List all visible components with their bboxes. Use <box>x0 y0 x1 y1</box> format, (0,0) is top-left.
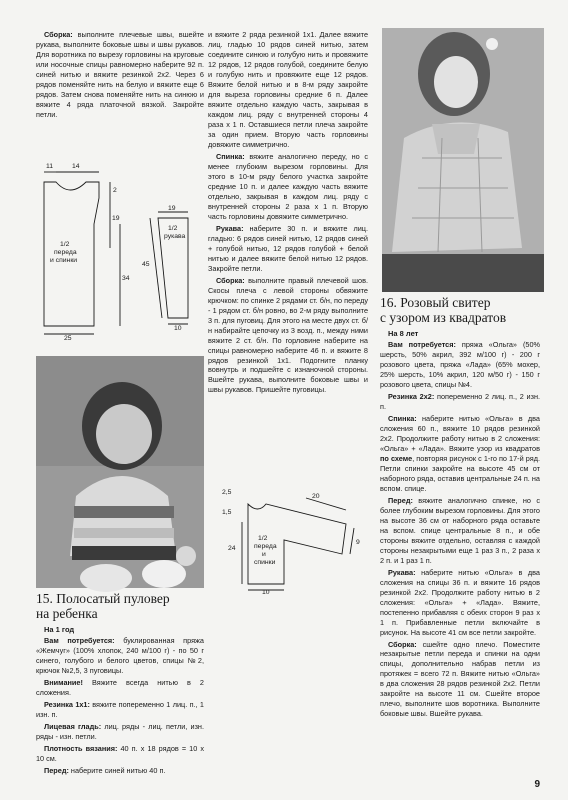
diagram1-label-front: переда <box>54 249 77 256</box>
diagram1-label-14: 14 <box>72 163 80 170</box>
front-continued: и вяжите 2 ряда резинкой 1х1. Далее вяжите лиц. гладью 10 рядов синей нитью, затем соедините синюю и голубую нить и провяжите 12 рядов, 12 рядов голубой, соедините белую и голубую нить и провяжите еще 12 рядов. Вяжите белой нитью и в 8-м ряду закройте для выреза горловины средние 6 п. Далее вяжите отдельно каждую часть, закрывая в каждом лиц. ряду с внутренней стороны 4 раза х 1 п. Оставшиеся петли плеча закройте за один прием. Вторую часть горловины довяжите симметрично. <box>208 30 368 149</box>
article15-materials: Вам потребуется: буклированная пряжа «Жемчуг» (100% хлопок, 240 м/100 г) - по 50 г синего, голубого и белого цветов, спицы №2, крючок №2,5, 3 пуговицы. <box>36 635 204 675</box>
article16-age: На 8 лет <box>388 328 419 338</box>
diagram1-label-34: 34 <box>122 275 130 282</box>
diagram3-label-front: переда <box>254 543 277 550</box>
diagram2-label-sleeve: рукава <box>164 233 186 240</box>
diagram2-label-half: 1/2 <box>168 225 178 232</box>
diagram2-label-45: 45 <box>142 261 150 268</box>
scheme-reference: по схеме <box>380 453 413 463</box>
diagram1-label-19: 19 <box>112 215 120 222</box>
article16-title: 16. Розовый свитер с узором из квадратов <box>380 295 507 325</box>
article15-title: 15. Полосатый пуловер на ребенка <box>36 591 170 621</box>
column-left <box>36 30 204 122</box>
article15-density: Плотность вязания: 40 п. х 18 рядов = 10 х 10 см. <box>36 743 204 763</box>
article16-back: Спинка: наберите нитью «Ольга» в два сложения 60 п., вяжите 10 рядов резинкой 2х2. Продолжите работу нитью в 2 сложения: «Ольга» + «Лада». Вяжите узор из квадратов по схеме, повторяя рисунок с 1-го по 17-й ряд. Петли спинки закройте на высоте 45 см от наборного ряда, оставив центральные 24 п. на вспом. спице. <box>380 413 540 493</box>
page-number: 9 <box>534 779 540 790</box>
diagram3-label-10: 10 <box>262 589 270 596</box>
article16-sleeves: Рукава: наберите нитью «Ольга» в два сложения на спицы 36 п. и вяжите 16 рядов резинкой 2х2. Продолжите работу нитью в 2 сложения: «Ольга» + «Лада». Вяжите, постепенно прибавляя с обеих сторон 9 раз х 1 п. Прибавленные петли включайте в рисунок. На высоте 41 см все петли закройте. <box>380 567 540 637</box>
diagram1-label-11: 11 <box>46 163 54 170</box>
diagram3-label-back: спинки <box>254 559 276 566</box>
diagram1-label-and-back: и спинки <box>50 257 78 264</box>
front-back-pattern-diagram <box>36 163 136 342</box>
article16-assembly: Сборка: сшейте одно плечо. Поместите незакрытые петли переда и спинки на одни спицы, дополнительно набрав петли из протяжек = всего 72 п. Вяжите нитью «Ольга» в два сложения 28 рядов резинкой 2х2. Петли закройте на высоте 11 см. Сшейте второе плечо, выполните шов воротника. Выполните боковые швы. Вшейте рукава. <box>380 639 540 719</box>
diagram1-label-25: 25 <box>64 335 72 342</box>
diagram2-label-10: 10 <box>174 325 182 332</box>
article15-stockinette: Лицевая гладь: лиц. ряды - лиц. петли, изн. ряды - изн. петли. <box>36 721 204 741</box>
diagram2-label-19: 19 <box>168 205 176 212</box>
article15-age: На 1 год <box>44 624 75 634</box>
diagram1-label-2: 2 <box>113 187 117 194</box>
column-middle <box>208 30 368 397</box>
diagram3-label-and: и <box>262 551 266 558</box>
article15-rib: Резинка 1х1: вяжите попеременно 1 лиц. п., 1 изн. п. <box>36 699 204 719</box>
back-paragraph: Спинка: вяжите аналогично переду, но с менее глубоким вырезом горловины. Для этого в 10-м ряду белого участка закройте средние 10 п. и далее каждую часть вяжите отдельно, закрывая в каждом лиц. ряду с внутренней стороны 2 раза х 1 п. Вторую часть горловины довяжите симметрично. <box>208 151 368 221</box>
diagram3-label-half: 1/2 <box>258 535 268 542</box>
diagram3-label-9: 9 <box>356 539 360 546</box>
diagram3-label-1-5: 1,5 <box>222 509 232 516</box>
assembly-paragraph-2: Сборка: выполните правый плечевой шов. Скосы плеча с левой стороны обвяжите крючком: по спинке 2 рядами ст. б/н, по переду - 1 рядом ст. б/н ровно, во 2-м ряду выполните 3 п. для пуговиц. Для этого на месте двух ст. б/н набирайте цепочку из 3 возд. п., между ними вяжите 2 ст. б/н. По горловине наберите на спицы равномерно наберите 46 п. и вяжите 8 рядов резинкой 1х1. Подогните планку вовнутрь и подшейте с изнаночной стороны. Вшейте рукава, выполните боковые швы и швы рукавов. Пришейте пуговицы. <box>208 275 368 395</box>
sleeve-pattern-diagram <box>140 206 206 330</box>
girl-photo <box>382 28 544 292</box>
article-15 <box>36 592 204 778</box>
diagram3-label-20: 20 <box>312 493 320 500</box>
baby-photo <box>36 356 204 588</box>
article-16 <box>380 296 540 721</box>
body-sleeve-pattern-diagram <box>214 484 364 594</box>
article15-attention: Внимание! Вяжите всегда нитью в 2 сложения. <box>36 677 204 697</box>
diagram1-label-half: 1/2 <box>60 241 70 248</box>
diagram3-label-2-5: 2,5 <box>222 489 232 496</box>
article15-front: Перед: наберите синей нитью 40 п. <box>44 765 166 775</box>
assembly-paragraph: Сборка: выполните плечевые швы, вшейте рукава, выполните боковые швы и швы рукавов. Для воротника по вырезу горловины на круговые или носочные спицы равномерно наберите 92 п. синей нитью и вяжите резинкой 2х2. Через 6 рядов поменяйте нить на белую и вяжите еще 6 рядов. Затем снова поменяйте нить на синюю и вяжите 4 ряда платочной вязкой. Закройте петли. <box>36 30 204 119</box>
article16-front: Перед: вяжите аналогично спинке, но с более глубоким вырезом горловины. Для этого на высоте 36 см от наборного ряда оставьте на вспом. спице центральные 8 п., и обе стороны вяжите отдельно, оставляя с каждой стороны незакрытыми еще 1 раз 3 п., 2 раза х 2 п. и 1 раз 1 п. <box>380 495 540 565</box>
article16-rib: Резинка 2х2: попеременно 2 лиц. п., 2 изн. п. <box>380 391 541 411</box>
sleeves-paragraph: Рукава: наберите 30 п. и вяжите лиц. гладью: 6 рядов синей нитью, 12 рядов синей + голубой нитью, 12 рядов голубой + белой нитью и далее вяжите белой нитью 12 рядов. Закройте петли. <box>208 223 368 273</box>
article16-materials: Вам потребуется: пряжа «Ольга» (50% шерсть, 50% акрил, 392 м/100 г) - 200 г розового цвета, пряжа «Лада» (65% мохер, 25% шерсть, 10% акрил, 120 м/50 г) - 150 г розового цвета, спицы №4. <box>380 339 540 389</box>
assembly-label: Сборка: <box>44 30 73 39</box>
diagram3-label-24: 24 <box>228 545 236 552</box>
